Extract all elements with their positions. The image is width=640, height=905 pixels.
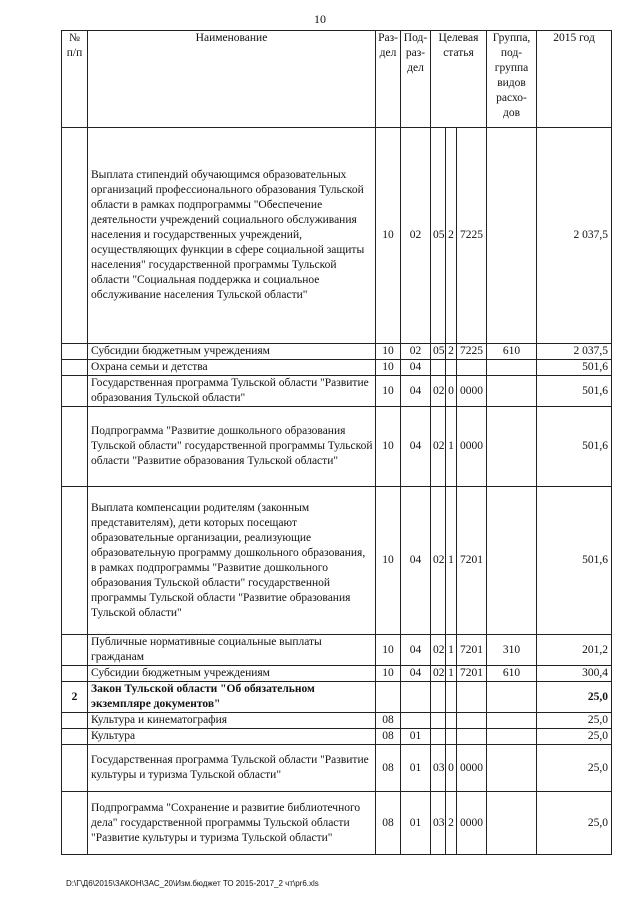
header-name: Наименование — [88, 31, 376, 128]
row-group-cell — [487, 729, 537, 745]
row-target-program-cell: 03 — [431, 745, 446, 792]
row-group-cell: 610 — [487, 666, 537, 682]
row-num-cell — [62, 407, 88, 487]
row-num-cell — [62, 344, 88, 360]
row-podrazdel-cell — [401, 682, 431, 713]
header-target: Целевая статья — [431, 31, 487, 128]
row-group-cell — [487, 376, 537, 407]
row-amount-cell: 501,6 — [537, 360, 612, 376]
row-target-program-cell — [431, 682, 446, 713]
row-podrazdel-cell: 01 — [401, 729, 431, 745]
row-target-program-cell: 05 — [431, 128, 446, 344]
page-number: 10 — [314, 12, 326, 26]
row-podrazdel-cell: 01 — [401, 745, 431, 792]
row-amount-cell: 300,4 — [537, 666, 612, 682]
table-row — [62, 407, 612, 487]
row-target-subprogram-cell — [446, 360, 457, 376]
row-razdel-cell: 08 — [376, 745, 401, 792]
row-target-code-cell — [457, 729, 487, 745]
table-row — [62, 360, 612, 376]
row-num-cell — [62, 729, 88, 745]
row-group-cell — [487, 792, 537, 855]
row-razdel-cell: 10 — [376, 407, 401, 487]
row-target-subprogram-cell: 1 — [446, 635, 457, 666]
row-podrazdel-cell: 04 — [401, 666, 431, 682]
row-razdel-cell: 08 — [376, 729, 401, 745]
row-group-cell — [487, 360, 537, 376]
table-row — [62, 745, 612, 792]
row-target-subprogram-cell: 2 — [446, 792, 457, 855]
row-target-code-cell: 7225 — [457, 128, 487, 344]
table-row — [62, 682, 612, 713]
row-target-subprogram-cell — [446, 729, 457, 745]
row-amount-cell: 2 037,5 — [537, 128, 612, 344]
table-row — [62, 635, 612, 666]
row-razdel-cell: 08 — [376, 792, 401, 855]
row-amount-cell: 25,0 — [537, 745, 612, 792]
row-target-code-cell: 0000 — [457, 792, 487, 855]
row-podrazdel-cell: 02 — [401, 344, 431, 360]
row-name-cell: Государственная программа Тульской области "Развитие культуры и туризма Тульской области" — [88, 745, 376, 792]
header-podrazdel: Под- раз- дел — [401, 31, 431, 128]
row-razdel-cell: 10 — [376, 376, 401, 407]
table-row — [62, 344, 612, 360]
row-name-cell: Подпрограмма "Сохранение и развитие библиотечного дела" государственной программы Тульской области "Развитие культуры и туризма Тульской области" — [88, 792, 376, 855]
row-name-cell: Культура и кинематография — [88, 713, 376, 729]
row-num-cell — [62, 360, 88, 376]
row-target-code-cell — [457, 682, 487, 713]
header-row — [62, 31, 612, 128]
row-razdel-cell: 10 — [376, 635, 401, 666]
row-target-subprogram-cell: 0 — [446, 376, 457, 407]
row-podrazdel-cell: 01 — [401, 792, 431, 855]
row-target-code-cell: 7201 — [457, 666, 487, 682]
row-razdel-cell: 08 — [376, 713, 401, 729]
row-target-program-cell: 02 — [431, 376, 446, 407]
row-num-cell — [62, 376, 88, 407]
row-group-cell — [487, 128, 537, 344]
row-name-cell: Государственная программа Тульской области "Развитие образования Тульской области" — [88, 376, 376, 407]
row-name-cell: Субсидии бюджетным учреждениям — [88, 666, 376, 682]
row-razdel-cell — [376, 682, 401, 713]
row-target-program-cell: 02 — [431, 635, 446, 666]
row-target-program-cell — [431, 360, 446, 376]
row-group-cell — [487, 407, 537, 487]
row-target-program-cell: 02 — [431, 407, 446, 487]
file-path-footer: D:\Г\Д6\2015\ЗАКОН\ЗАС_20\Изм.бюджет ТО 2015-2017_2 чт\pr6.xls — [66, 879, 319, 888]
row-target-code-cell: 7201 — [457, 487, 487, 635]
row-podrazdel-cell: 04 — [401, 407, 431, 487]
row-target-subprogram-cell — [446, 682, 457, 713]
row-target-subprogram-cell: 2 — [446, 344, 457, 360]
row-razdel-cell: 10 — [376, 128, 401, 344]
row-amount-cell: 25,0 — [537, 713, 612, 729]
row-group-cell — [487, 713, 537, 729]
row-target-code-cell: 0000 — [457, 376, 487, 407]
header-year: 2015 год — [537, 31, 612, 128]
row-razdel-cell: 10 — [376, 360, 401, 376]
row-amount-cell: 25,0 — [537, 682, 612, 713]
row-podrazdel-cell: 04 — [401, 376, 431, 407]
row-podrazdel-cell: 04 — [401, 360, 431, 376]
row-name-cell: Публичные нормативные социальные выплаты гражданам — [88, 635, 376, 666]
table-row — [62, 376, 612, 407]
table-row — [62, 713, 612, 729]
row-target-code-cell: 0000 — [457, 745, 487, 792]
row-amount-cell: 201,2 — [537, 635, 612, 666]
row-name-cell: Подпрограмма "Развитие дошкольного образования Тульской области" государственной программы Тульской области "Развитие образования Тульской области" — [88, 407, 376, 487]
row-name-cell: Выплата стипендий обучающимся образовательных организаций профессионального образования Тульской области в рамках подпрограммы "Обеспечение деятельности учреждений социального обслуживания населения и государственных учреждений, осуществляющих функции в сфере социальной защиты населения" государственной программы Тульской области "Социальная поддержка и социальное обслуживание населения Тульской области" — [88, 128, 376, 344]
table-row — [62, 128, 612, 344]
header-razdel: Раз- дел — [376, 31, 401, 128]
header-group: Группа, под- группа видов расхо- дов — [487, 31, 537, 128]
row-target-program-cell: 05 — [431, 344, 446, 360]
row-num-cell: 2 — [62, 682, 88, 713]
row-podrazdel-cell: 02 — [401, 128, 431, 344]
row-target-program-cell: 03 — [431, 792, 446, 855]
table-row — [62, 487, 612, 635]
row-amount-cell: 501,6 — [537, 376, 612, 407]
row-target-code-cell: 7225 — [457, 344, 487, 360]
row-target-program-cell: 02 — [431, 666, 446, 682]
row-num-cell — [62, 487, 88, 635]
row-target-code-cell: 0000 — [457, 407, 487, 487]
row-target-code-cell: 7201 — [457, 635, 487, 666]
row-amount-cell: 501,6 — [537, 407, 612, 487]
row-target-subprogram-cell: 2 — [446, 128, 457, 344]
row-target-subprogram-cell: 0 — [446, 745, 457, 792]
row-amount-cell: 2 037,5 — [537, 344, 612, 360]
row-target-code-cell — [457, 360, 487, 376]
budget-table — [61, 30, 612, 855]
row-num-cell — [62, 666, 88, 682]
table-row — [62, 729, 612, 745]
row-target-program-cell — [431, 713, 446, 729]
row-target-subprogram-cell: 1 — [446, 666, 457, 682]
row-num-cell — [62, 713, 88, 729]
table-row — [62, 666, 612, 682]
row-name-cell: Культура — [88, 729, 376, 745]
row-target-subprogram-cell — [446, 713, 457, 729]
row-razdel-cell: 10 — [376, 487, 401, 635]
row-podrazdel-cell — [401, 713, 431, 729]
row-name-cell: Закон Тульской области "Об обязательном экземпляре документов" — [88, 682, 376, 713]
row-group-cell: 610 — [487, 344, 537, 360]
row-name-cell: Охрана семьи и детства — [88, 360, 376, 376]
row-amount-cell: 25,0 — [537, 729, 612, 745]
row-num-cell — [62, 745, 88, 792]
row-num-cell — [62, 792, 88, 855]
row-group-cell — [487, 487, 537, 635]
row-target-program-cell — [431, 729, 446, 745]
row-group-cell — [487, 745, 537, 792]
header-num: № п/п — [62, 31, 88, 128]
row-name-cell: Выплата компенсации родителям (законным представителям), дети которых посещают образовательные организации, реализующие образовательную программу дошкольного образования, в рамках подпрограммы "Развитие дошкольного образования Тульской области" государственной программы Тульской области "Развитие образования Тульской области" — [88, 487, 376, 635]
row-num-cell — [62, 128, 88, 344]
row-num-cell — [62, 635, 88, 666]
table-row — [62, 792, 612, 855]
row-podrazdel-cell: 04 — [401, 487, 431, 635]
row-target-subprogram-cell: 1 — [446, 407, 457, 487]
row-group-cell: 310 — [487, 635, 537, 666]
row-target-code-cell — [457, 713, 487, 729]
row-razdel-cell: 10 — [376, 344, 401, 360]
row-podrazdel-cell: 04 — [401, 635, 431, 666]
row-target-program-cell: 02 — [431, 487, 446, 635]
row-amount-cell: 501,6 — [537, 487, 612, 635]
row-group-cell — [487, 682, 537, 713]
row-name-cell: Субсидии бюджетным учреждениям — [88, 344, 376, 360]
row-target-subprogram-cell: 1 — [446, 487, 457, 635]
row-amount-cell: 25,0 — [537, 792, 612, 855]
row-razdel-cell: 10 — [376, 666, 401, 682]
